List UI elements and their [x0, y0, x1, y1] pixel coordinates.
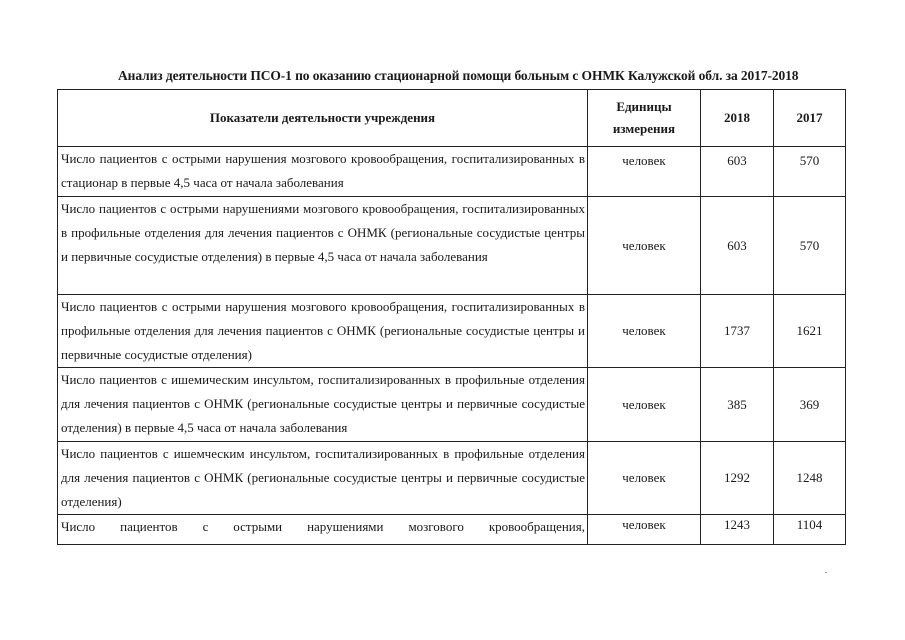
- row-value-2018: 1292: [701, 442, 774, 515]
- table-row: [58, 147, 846, 197]
- header-row: [58, 90, 846, 147]
- row-unit: человек: [588, 147, 701, 197]
- row-unit: человек: [588, 295, 701, 368]
- activity-table: [57, 89, 846, 545]
- table-row: [58, 295, 846, 368]
- row-unit: человек: [588, 368, 701, 442]
- document-title: Анализ деятельности ПСО-1 по оказанию стационарной помощи больным с ОНМК Калужской обл. за 2017-2018: [118, 68, 799, 83]
- row-indicator: Число пациентов с острыми нарушения мозгового кровообращения, госпитализированных в профильные отделения для лечения пациентов с ОНМК (региональные сосудистые центры и первичные сосудистые отделения): [58, 295, 588, 368]
- row-value-2017: 570: [774, 147, 846, 197]
- table-row: [58, 515, 846, 545]
- row-indicator: Число пациентов с ишемческим инсультом, госпитализированных в профильные отделения для лечения пациентов с ОНМК (региональные сосудистые центры и первичные сосудистые отделения): [58, 442, 588, 515]
- table-row: [58, 442, 846, 515]
- row-value-2018: 603: [701, 197, 774, 295]
- table-row: [58, 368, 846, 442]
- header-year-2017: 2017: [774, 90, 846, 147]
- row-value-2017: 1104: [774, 515, 846, 545]
- row-unit: человек: [588, 515, 701, 545]
- row-unit: человек: [588, 442, 701, 515]
- row-value-2017: 1248: [774, 442, 846, 515]
- header-indicator: Показатели деятельности учреждения: [58, 90, 588, 147]
- row-indicator: Число пациентов с острыми нарушениями мозгового кровообращения, госпитализированных в профильные отделения для лечения пациентов с ОНМК (региональные сосудистые центры и первичные сосудистые отделения) в первые 4,5 часа от начала заболевания: [58, 197, 588, 295]
- row-indicator: Число пациентов с острыми нарушениями мозгового кровообращения,: [58, 515, 588, 545]
- row-value-2017: 369: [774, 368, 846, 442]
- row-value-2018: 603: [701, 147, 774, 197]
- row-value-2018: 385: [701, 368, 774, 442]
- row-value-2017: 570: [774, 197, 846, 295]
- table-row: [58, 197, 846, 295]
- header-year-2018: 2018: [701, 90, 774, 147]
- row-value-2018: 1243: [701, 515, 774, 545]
- row-indicator: Число пациентов с ишемическим инсультом, госпитализированных в профильные отделения для лечения пациентов с ОНМК (региональные сосудистые центры и первичные сосудистые отделения) в первые 4,5 часа от начала заболевания: [58, 368, 588, 442]
- header-unit-line2: измерения: [612, 121, 676, 136]
- header-unit: [588, 90, 701, 147]
- row-unit: человек: [588, 197, 701, 295]
- row-value-2017: 1621: [774, 295, 846, 368]
- row-value-2018: 1737: [701, 295, 774, 368]
- row-indicator: Число пациентов с острыми нарушения мозгового кровообращения, госпитализированных в стационар в первые 4,5 часа от начала заболевания: [58, 147, 588, 197]
- header-unit-line1: Единицы: [616, 99, 672, 114]
- scan-speck: [825, 572, 827, 573]
